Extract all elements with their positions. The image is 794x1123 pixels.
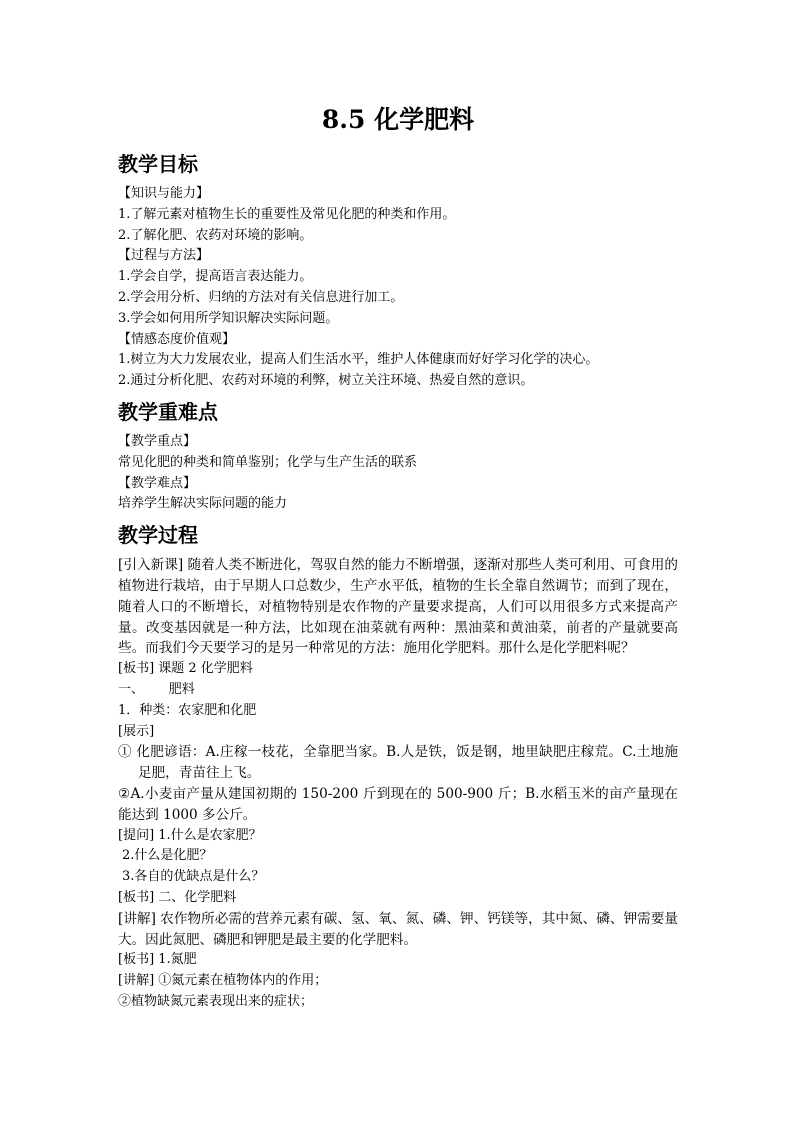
board-note: [板书] 1.氮肥 <box>118 952 197 968</box>
show-label: [展示] <box>118 723 155 739</box>
list-item: 2.了解化肥、农药对环境的影响。 <box>118 227 313 243</box>
page-title: 8.5 化学肥料 <box>321 105 475 134</box>
subheading-knowledge: 【知识与能力】 <box>118 186 210 201</box>
difficulty-text: 培养学生解决实际问题的能力 <box>118 496 288 512</box>
question-3: 3.各自的优缺点是什么？ <box>122 869 265 885</box>
focus-text: 常见化肥的种类和简单鉴别；化学与生产生活的联系 <box>118 454 418 470</box>
section-one-heading: 一、 肥料 <box>118 681 195 697</box>
list-item: 1.树立为大力发展农业，提高人们生活水平，维护人体健康而好好学习化学的决心。 <box>118 352 599 368</box>
explain-line: [讲解] ①氮元素在植物体内的作用； <box>118 973 328 989</box>
show-item-1: ① 化肥谚语：A.庄稼一枝花，全靠肥当家。B.人是铁，饭是钢，地里缺肥庄稼荒。C.土地施足肥，青苗往上飞。 <box>118 744 678 782</box>
section-heading-key-points: 教学重难点 <box>118 399 218 424</box>
section-heading-objectives: 教学目标 <box>118 152 198 176</box>
list-item: 3.学会如何用所学知识解决实际问题。 <box>118 310 339 326</box>
board-note: [板书] 二、化学肥料 <box>118 889 237 905</box>
document-page <box>118 92 678 1013</box>
intro-paragraph: [引入新课] 随着人类不断进化，驾驭自然的能力不断增强，逐渐对那些人类可利用、可食用的植物进行栽培，由于早期人口总数少，生产水平低，植物的生长全靠自然调节；而到了现在，随着人口的不断增长，对植物特别是农作物的产量要求提高，人们可以用很多方式来提高产量。改变基因就是一种方法，比如现在油菜就有两种：黑油菜和黄油菜，前者的产量就要高些。而我们今天要学习的是另一种常见的方法：施用化学肥料。那什么是化学肥料呢？ <box>118 557 678 657</box>
subheading-process: 【过程与方法】 <box>118 248 210 264</box>
explain-line: ②植物缺氮元素表现出来的症状； <box>118 993 314 1009</box>
list-item: 1.学会自学，提高语言表达能力。 <box>118 269 313 285</box>
board-note: [板书] 课题 2 化学肥料 <box>118 661 253 677</box>
question-1: [提问] 1.什么是农家肥？ <box>118 827 262 843</box>
subheading-difficulty: 【教学难点】 <box>118 475 197 491</box>
list-item: 2.学会用分析、归纳的方法对有关信息进行加工。 <box>118 289 404 305</box>
list-item: 2.通过分析化肥、农药对环境的利弊，树立关注环境、热爱自然的意识。 <box>118 373 534 389</box>
show-item-2: ②A.小麦亩产量从建国初期的 150-200 斤到现在的 500-900 斤；B.水稻玉米的亩产量现在能达到 1000 多公斤。 <box>118 785 678 823</box>
types-line: 1．种类：农家肥和化肥 <box>118 702 257 718</box>
question-2: 2.什么是化肥？ <box>122 848 213 864</box>
explain-paragraph: [讲解] 农作物所必需的营养元素有碳、氢、氧、氮、磷、钾、钙镁等，其中氮、磷、钾需要量大。因此氮肥、磷肥和钾肥是最主要的化学肥料。 <box>118 910 678 948</box>
section-heading-process: 教学过程 <box>118 523 198 548</box>
subheading-focus: 【教学重点】 <box>118 433 197 449</box>
list-item: 1.了解元素对植物生长的重要性及常见化肥的种类和作用。 <box>118 206 456 222</box>
subheading-emotion: 【情感态度价值观】 <box>118 331 236 347</box>
